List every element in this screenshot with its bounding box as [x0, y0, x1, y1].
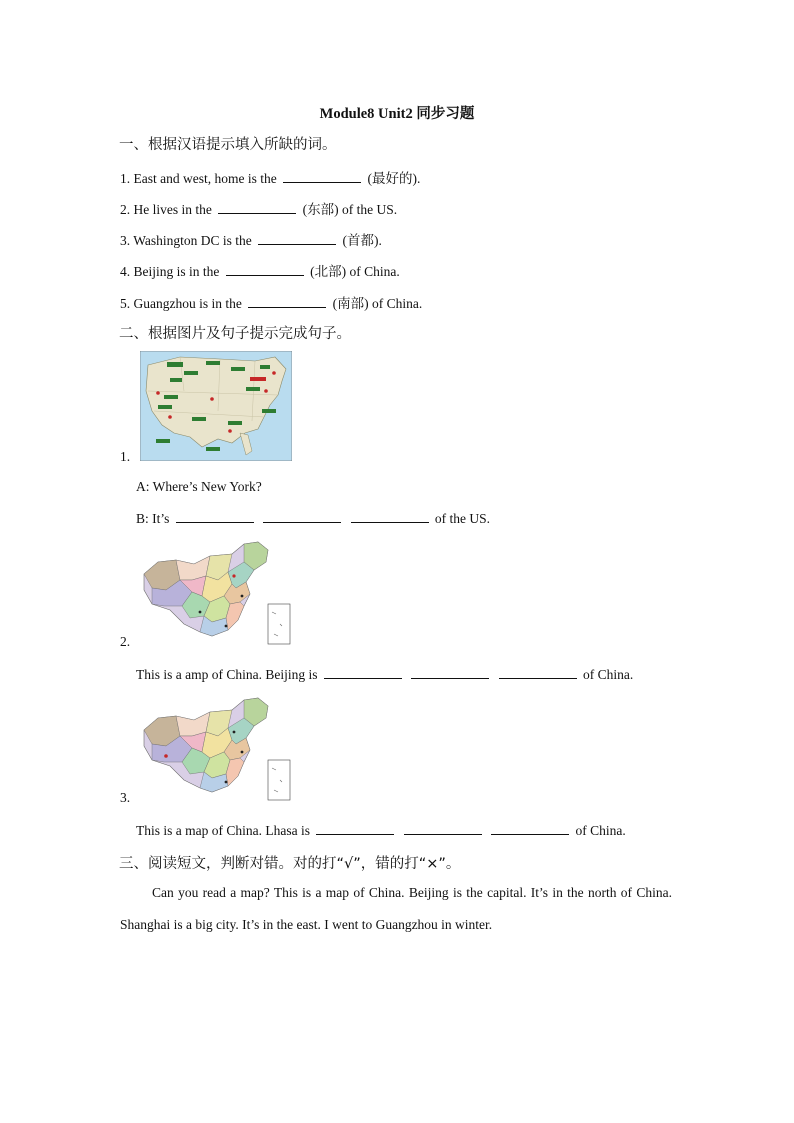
s1-item-3-hint: (首都). [342, 233, 382, 248]
s1-item-2 [120, 198, 397, 218]
s2-q1-answer-text: B: It’s [136, 511, 170, 526]
s2-q2-blank-1[interactable] [324, 666, 402, 679]
s2-q1-blank-3[interactable] [351, 510, 429, 523]
s1-item-1-hint: (最好的). [367, 171, 421, 186]
s1-item-1-blank[interactable] [283, 170, 361, 183]
s2-q3-number: 3. [120, 790, 131, 805]
s2-q1-answer-line [136, 510, 490, 527]
s1-item-4 [120, 260, 400, 280]
s2-q3-line [136, 822, 626, 839]
china-map-image-2 [140, 696, 292, 804]
s2-q2-end: of China. [583, 667, 634, 682]
s2-q1-number: 1. [120, 449, 131, 464]
s2-q1-answer-end: of the US. [434, 511, 491, 526]
section1-heading: 一、根据汉语提示填入所缺的词。 [119, 137, 337, 153]
s1-item-3-blank[interactable] [258, 232, 336, 245]
s1-item-3 [120, 229, 382, 249]
s2-q1-blank-1[interactable] [176, 510, 254, 523]
s2-q2-text: This is a amp of China. Beijing is [136, 667, 318, 682]
s2-q3-blank-3[interactable] [491, 822, 569, 835]
section2-heading: 二、根据图片及句子提示完成句子。 [119, 326, 351, 342]
reading-passage: Can you read a map? This is a map of China. Beijing is the capital. It’s in the north of China. Shanghai is a big city. It’s in the east. I went to Guangzhou in winter. [120, 885, 672, 932]
s1-item-5 [120, 292, 422, 312]
s2-q3-blank-2[interactable] [404, 822, 482, 835]
usa-map-image [140, 351, 292, 461]
s1-item-5-blank[interactable] [248, 295, 326, 308]
s2-q3-blank-1[interactable] [316, 822, 394, 835]
s2-q2-blank-3[interactable] [499, 666, 577, 679]
s1-item-4-hint: (北部) of China. [310, 264, 400, 279]
china-map-image-1 [140, 540, 292, 648]
s1-item-1-text: 1. East and west, home is the [120, 171, 277, 186]
s2-q3-text: This is a map of China. Lhasa is [136, 823, 310, 838]
s2-q2-line [136, 666, 633, 683]
s2-q2-number: 2. [120, 634, 131, 649]
page-title: Module8 Unit2 同步习题 [319, 106, 475, 122]
s1-item-1 [120, 167, 420, 187]
s1-item-3-text: 3. Washington DC is the [120, 233, 252, 248]
s1-item-4-text: 4. Beijing is in the [120, 264, 220, 279]
s1-item-4-blank[interactable] [226, 263, 304, 276]
section3-heading: 三、阅读短文，判断对错。对的打“√”，错的打“×”。 [119, 856, 461, 872]
s1-item-5-hint: (南部) of China. [332, 296, 423, 311]
s2-q3-end: of China. [575, 823, 626, 838]
s2-q2-blank-2[interactable] [411, 666, 489, 679]
s1-item-5-text: 5. Guangzhou is in the [120, 296, 242, 311]
s2-q1-question: A: Where’s New York? [136, 479, 262, 494]
s1-item-2-text: 2. He lives in the [120, 202, 212, 217]
s2-q1-blank-2[interactable] [263, 510, 341, 523]
s1-item-2-blank[interactable] [218, 201, 296, 214]
s1-item-2-hint: (东部) of the US. [302, 202, 398, 217]
